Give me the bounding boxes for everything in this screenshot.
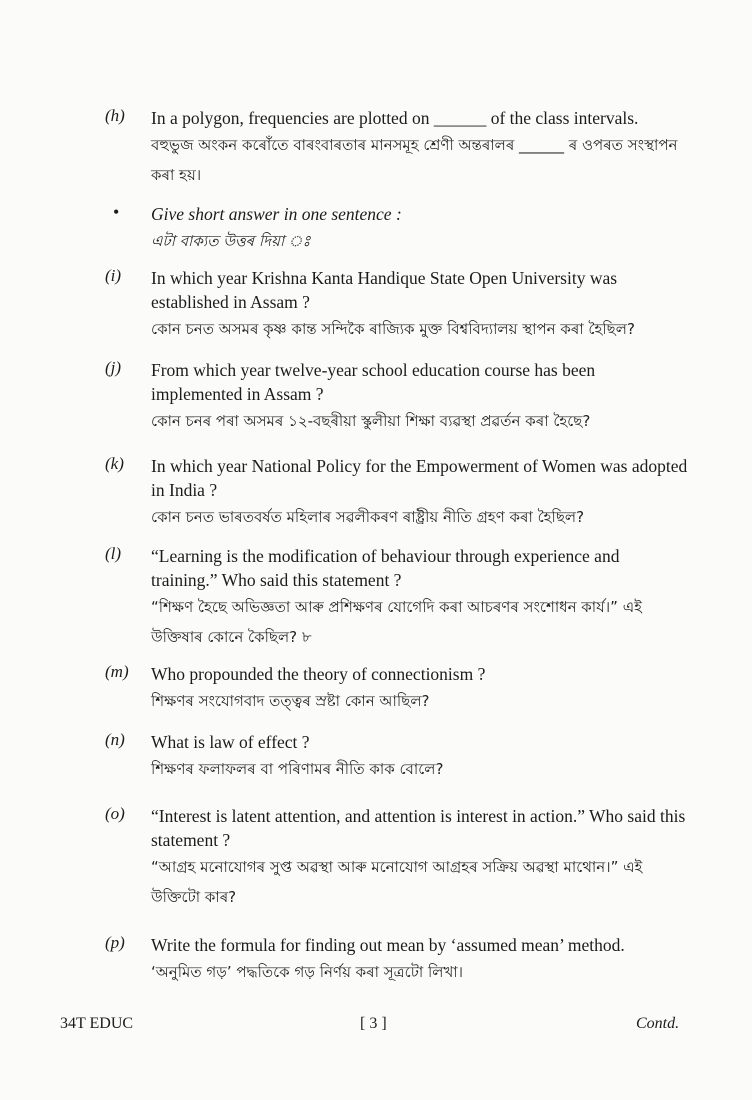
page-number: [ 3 ] <box>360 1015 387 1032</box>
question-text-en: “Learning is the modification of behaviour through experience and training.” Who said this statement ? <box>151 546 620 590</box>
question-label: (n) <box>105 730 125 749</box>
instruction-text-en: Give short answer in one sentence : <box>151 204 402 224</box>
question-text-en: In a polygon, frequencies are plotted on ______ of the class intervals. <box>151 108 639 128</box>
question-text-en: In which year Krishna Kanta Handique State Open University was established in Assam ? <box>151 268 618 312</box>
question-label: (m) <box>105 662 129 681</box>
question-text-as: কোন চনৰ পৰা অসমৰ ১২-বছৰীয়া স্কুলীয়া শিক্ষা ব্যৱস্থা প্ৰৱৰ্তন কৰা হৈছে? <box>151 412 591 430</box>
question-text-as: শিক্ষণৰ ফলাফলৰ বা পৰিণামৰ নীতি কাক বোলে? <box>151 760 444 778</box>
question-text-as: ‘অনুমিত গড়’ পদ্ধতিকে গড় নিৰ্ণয় কৰা সূত্ৰটো লিখা। <box>151 963 464 981</box>
question-text-as: কোন চনত ভাৰতবৰ্ষত মহিলাৰ সৱলীকৰণ ৰাষ্ট্ৰীয় নীতি গ্ৰহণ কৰা হৈছিল? <box>151 508 585 526</box>
question-l <box>105 544 690 652</box>
question-text-as: “শিক্ষণ হৈছে অভিজ্ঞতা আৰু প্ৰশিক্ষণৰ যোগেদি কৰা আচৰণৰ সংশোধন কাৰ্য।” এই উক্তিষাৰ কোনে কৈছিল? ৮ <box>151 598 642 646</box>
bullet-icon: • <box>113 202 120 222</box>
question-text-as: শিক্ষণৰ সংযোগবাদ তত্ত্বৰ স্ৰষ্টা কোন আছিল? <box>151 692 430 710</box>
question-label: (k) <box>105 454 124 473</box>
question-text-en: In which year National Policy for the Empowerment of Women was adopted in India ? <box>151 456 688 500</box>
question-text-as: কোন চনত অসমৰ কৃষ্ণ কান্ত সন্দিকৈ ৰাজ্যিক মুক্ত বিশ্ববিদ্যালয় স্থাপন কৰা হৈছিল? <box>151 320 635 338</box>
question-m <box>105 662 690 716</box>
question-text-en: “Interest is latent attention, and attention is interest in action.” Who said this statement ? <box>151 806 686 850</box>
instruction-short-answer <box>105 202 690 256</box>
question-n <box>105 730 690 784</box>
question-label: (h) <box>105 106 125 125</box>
question-j <box>105 358 690 436</box>
question-text-en: Write the formula for finding out mean by ‘assumed mean’ method. <box>151 935 625 955</box>
question-label: (o) <box>105 804 125 823</box>
question-label: (j) <box>105 358 122 377</box>
question-text-as: বহুভুজ অংকন কৰোঁতে বাৰংবাৰতাৰ মানসমূহ শ্ৰেণী অন্তৰালৰ ______ ৰ ওপৰত সংস্থাপন কৰা হয়। <box>151 136 678 184</box>
question-text-en: What is law of effect ? <box>151 732 310 752</box>
question-o <box>105 804 690 912</box>
question-label: (i) <box>105 266 122 285</box>
question-label: (p) <box>105 933 125 952</box>
question-p <box>105 933 690 987</box>
question-text-as: “আগ্ৰহ মনোযোগৰ সুপ্ত অৱস্থা আৰু মনোযোগ আগ্ৰহৰ সক্ৰিয় অৱস্থা মাথোন।” এই উক্তিটো কাৰ? <box>151 858 643 906</box>
question-text-en: From which year twelve-year school education course has been implemented in Assam ? <box>151 360 596 404</box>
question-k <box>105 454 690 532</box>
instruction-text-as: এটা বাক্যত উত্তৰ দিয়া ঃ <box>151 232 311 250</box>
paper-code: 34T EDUC <box>60 1015 134 1032</box>
question-i <box>105 266 690 344</box>
question-text-en: Who propounded the theory of connectionism ? <box>151 664 486 684</box>
question-label: (l) <box>105 544 122 563</box>
question-h <box>105 106 690 190</box>
continued-note: Contd. <box>636 1015 680 1032</box>
